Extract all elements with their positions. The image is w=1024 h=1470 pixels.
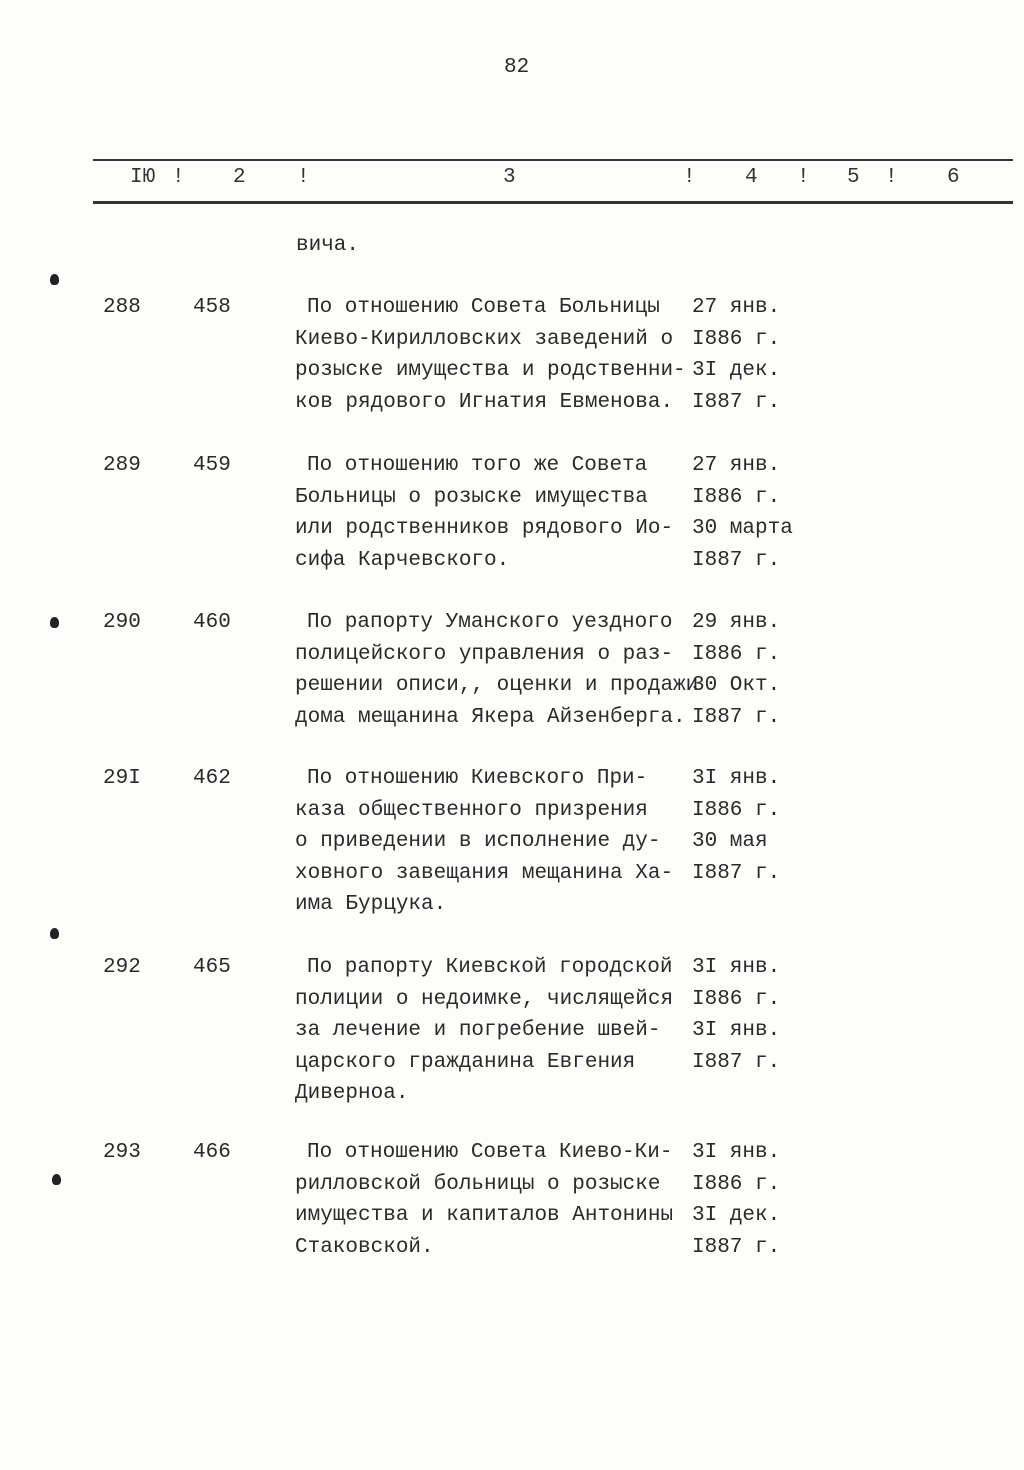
description-line: Больницы о розыске имущества xyxy=(295,485,648,509)
description-line: Киево-Кирилловских заведений о xyxy=(295,327,674,351)
punch-mark xyxy=(50,928,59,939)
description-line: Диверноа. xyxy=(295,1082,409,1105)
date-line: 3I янв. xyxy=(692,767,781,790)
date-line: I887 г. xyxy=(692,548,781,572)
punch-mark xyxy=(52,1174,61,1185)
row-dates xyxy=(692,952,780,1078)
header-sep: ! xyxy=(172,166,185,189)
description-line: Стаковской. xyxy=(295,1235,434,1259)
description-line: каза общественного призрения xyxy=(295,798,648,822)
header-sep: ! xyxy=(885,166,898,189)
description-line: царского гражданина Евгения xyxy=(295,1050,636,1074)
date-line: I887 г. xyxy=(692,705,781,729)
row-description xyxy=(295,450,673,576)
row-description xyxy=(295,607,698,733)
description-line: дома мещанина Якера Айзенберга. xyxy=(295,705,686,729)
description-line: полиции о недоимке, числящейся xyxy=(295,987,674,1011)
date-line: 29 янв. xyxy=(692,611,781,634)
description-line: ховного завещания мещанина Ха- xyxy=(295,861,674,885)
date-line: 30 марта xyxy=(692,517,793,540)
header-col-1: IЮ xyxy=(130,166,156,189)
header-sep: ! xyxy=(683,166,696,189)
description-line: По отношению Совета Больницы xyxy=(307,296,660,319)
header-sep: ! xyxy=(297,166,310,189)
date-line: 30 Окт. xyxy=(692,674,781,697)
description-line: има Бурцука. xyxy=(295,893,447,916)
header-sep: ! xyxy=(797,166,810,189)
document-number: 460 xyxy=(193,611,231,634)
row-dates xyxy=(692,292,780,418)
date-line: I886 г. xyxy=(692,1172,781,1196)
date-line: I887 г. xyxy=(692,390,781,414)
header-col-5: 5 xyxy=(847,166,860,189)
description-line: По отношению Совета Киево-Ки- xyxy=(307,1141,673,1164)
row-number: 288 xyxy=(103,296,141,319)
description-line: о приведении в исполнение ду- xyxy=(295,830,661,853)
date-line: I887 г. xyxy=(692,1050,781,1074)
description-line: сифа Карчевского. xyxy=(295,548,510,572)
row-description xyxy=(295,292,686,418)
description-line: или родственников рядового Ио- xyxy=(295,517,674,540)
document-number: 465 xyxy=(193,956,231,979)
date-line: I886 г. xyxy=(692,987,781,1011)
date-line: 27 янв. xyxy=(692,454,781,477)
description-line: розыске имущества и родственни- xyxy=(295,359,686,382)
date-line: I887 г. xyxy=(692,1235,781,1259)
description-line: По рапорту Киевской городской xyxy=(307,956,673,979)
row-number: 290 xyxy=(103,611,141,634)
date-line: I887 г. xyxy=(692,861,781,885)
header-col-6: 6 xyxy=(947,166,960,189)
row-dates xyxy=(692,1137,780,1263)
row-dates xyxy=(692,450,793,576)
document-number: 459 xyxy=(193,454,231,477)
row-number: 292 xyxy=(103,956,141,979)
document-number: 462 xyxy=(193,767,231,790)
header-col-2: 2 xyxy=(233,166,246,189)
date-line: 3I янв. xyxy=(692,1019,781,1042)
punch-mark xyxy=(50,274,59,285)
header-col-3: 3 xyxy=(503,166,516,189)
description-line: полицейского управления о раз- xyxy=(295,642,674,666)
description-line: По отношению того же Совета xyxy=(307,454,648,477)
date-line: 3I янв. xyxy=(692,1141,781,1164)
date-line: 3I дек. xyxy=(692,359,781,382)
header-col-4: 4 xyxy=(745,166,758,189)
row-dates xyxy=(692,607,780,733)
row-description xyxy=(295,763,673,921)
row-number: 289 xyxy=(103,454,141,477)
header-bottom-rule xyxy=(93,201,1013,204)
row-description xyxy=(295,952,673,1110)
date-line: I886 г. xyxy=(692,798,781,822)
date-line: I886 г. xyxy=(692,327,781,351)
date-line: 3I дек. xyxy=(692,1204,781,1227)
page-number: 82 xyxy=(504,56,530,79)
date-line: 3I янв. xyxy=(692,956,781,979)
row-number: 29I xyxy=(103,767,141,790)
date-line: I886 г. xyxy=(692,642,781,666)
document-number: 458 xyxy=(193,296,231,319)
description-line: По отношению Киевского При- xyxy=(307,767,648,790)
date-line: I886 г. xyxy=(692,485,781,509)
date-line: 27 янв. xyxy=(692,296,781,319)
punch-mark xyxy=(50,617,59,628)
row-description xyxy=(295,1137,673,1263)
description-line: По рапорту Уманского уездного xyxy=(307,611,673,634)
description-line: имущества и капиталов Антонины xyxy=(295,1204,674,1227)
description-line: рилловской больницы о розыске xyxy=(295,1172,661,1196)
header-top-rule xyxy=(93,159,1013,161)
date-line: 30 мая xyxy=(692,830,768,853)
description-line: за лечение и погребение швей- xyxy=(295,1019,661,1042)
description-line: решении описи,, оценки и продажи xyxy=(295,674,699,697)
document-number: 466 xyxy=(193,1141,231,1164)
row-number: 293 xyxy=(103,1141,141,1164)
description-line: ков рядового Игнатия Евменова. xyxy=(295,390,674,414)
continuation-text: вича. xyxy=(296,234,360,257)
row-dates xyxy=(692,763,780,889)
